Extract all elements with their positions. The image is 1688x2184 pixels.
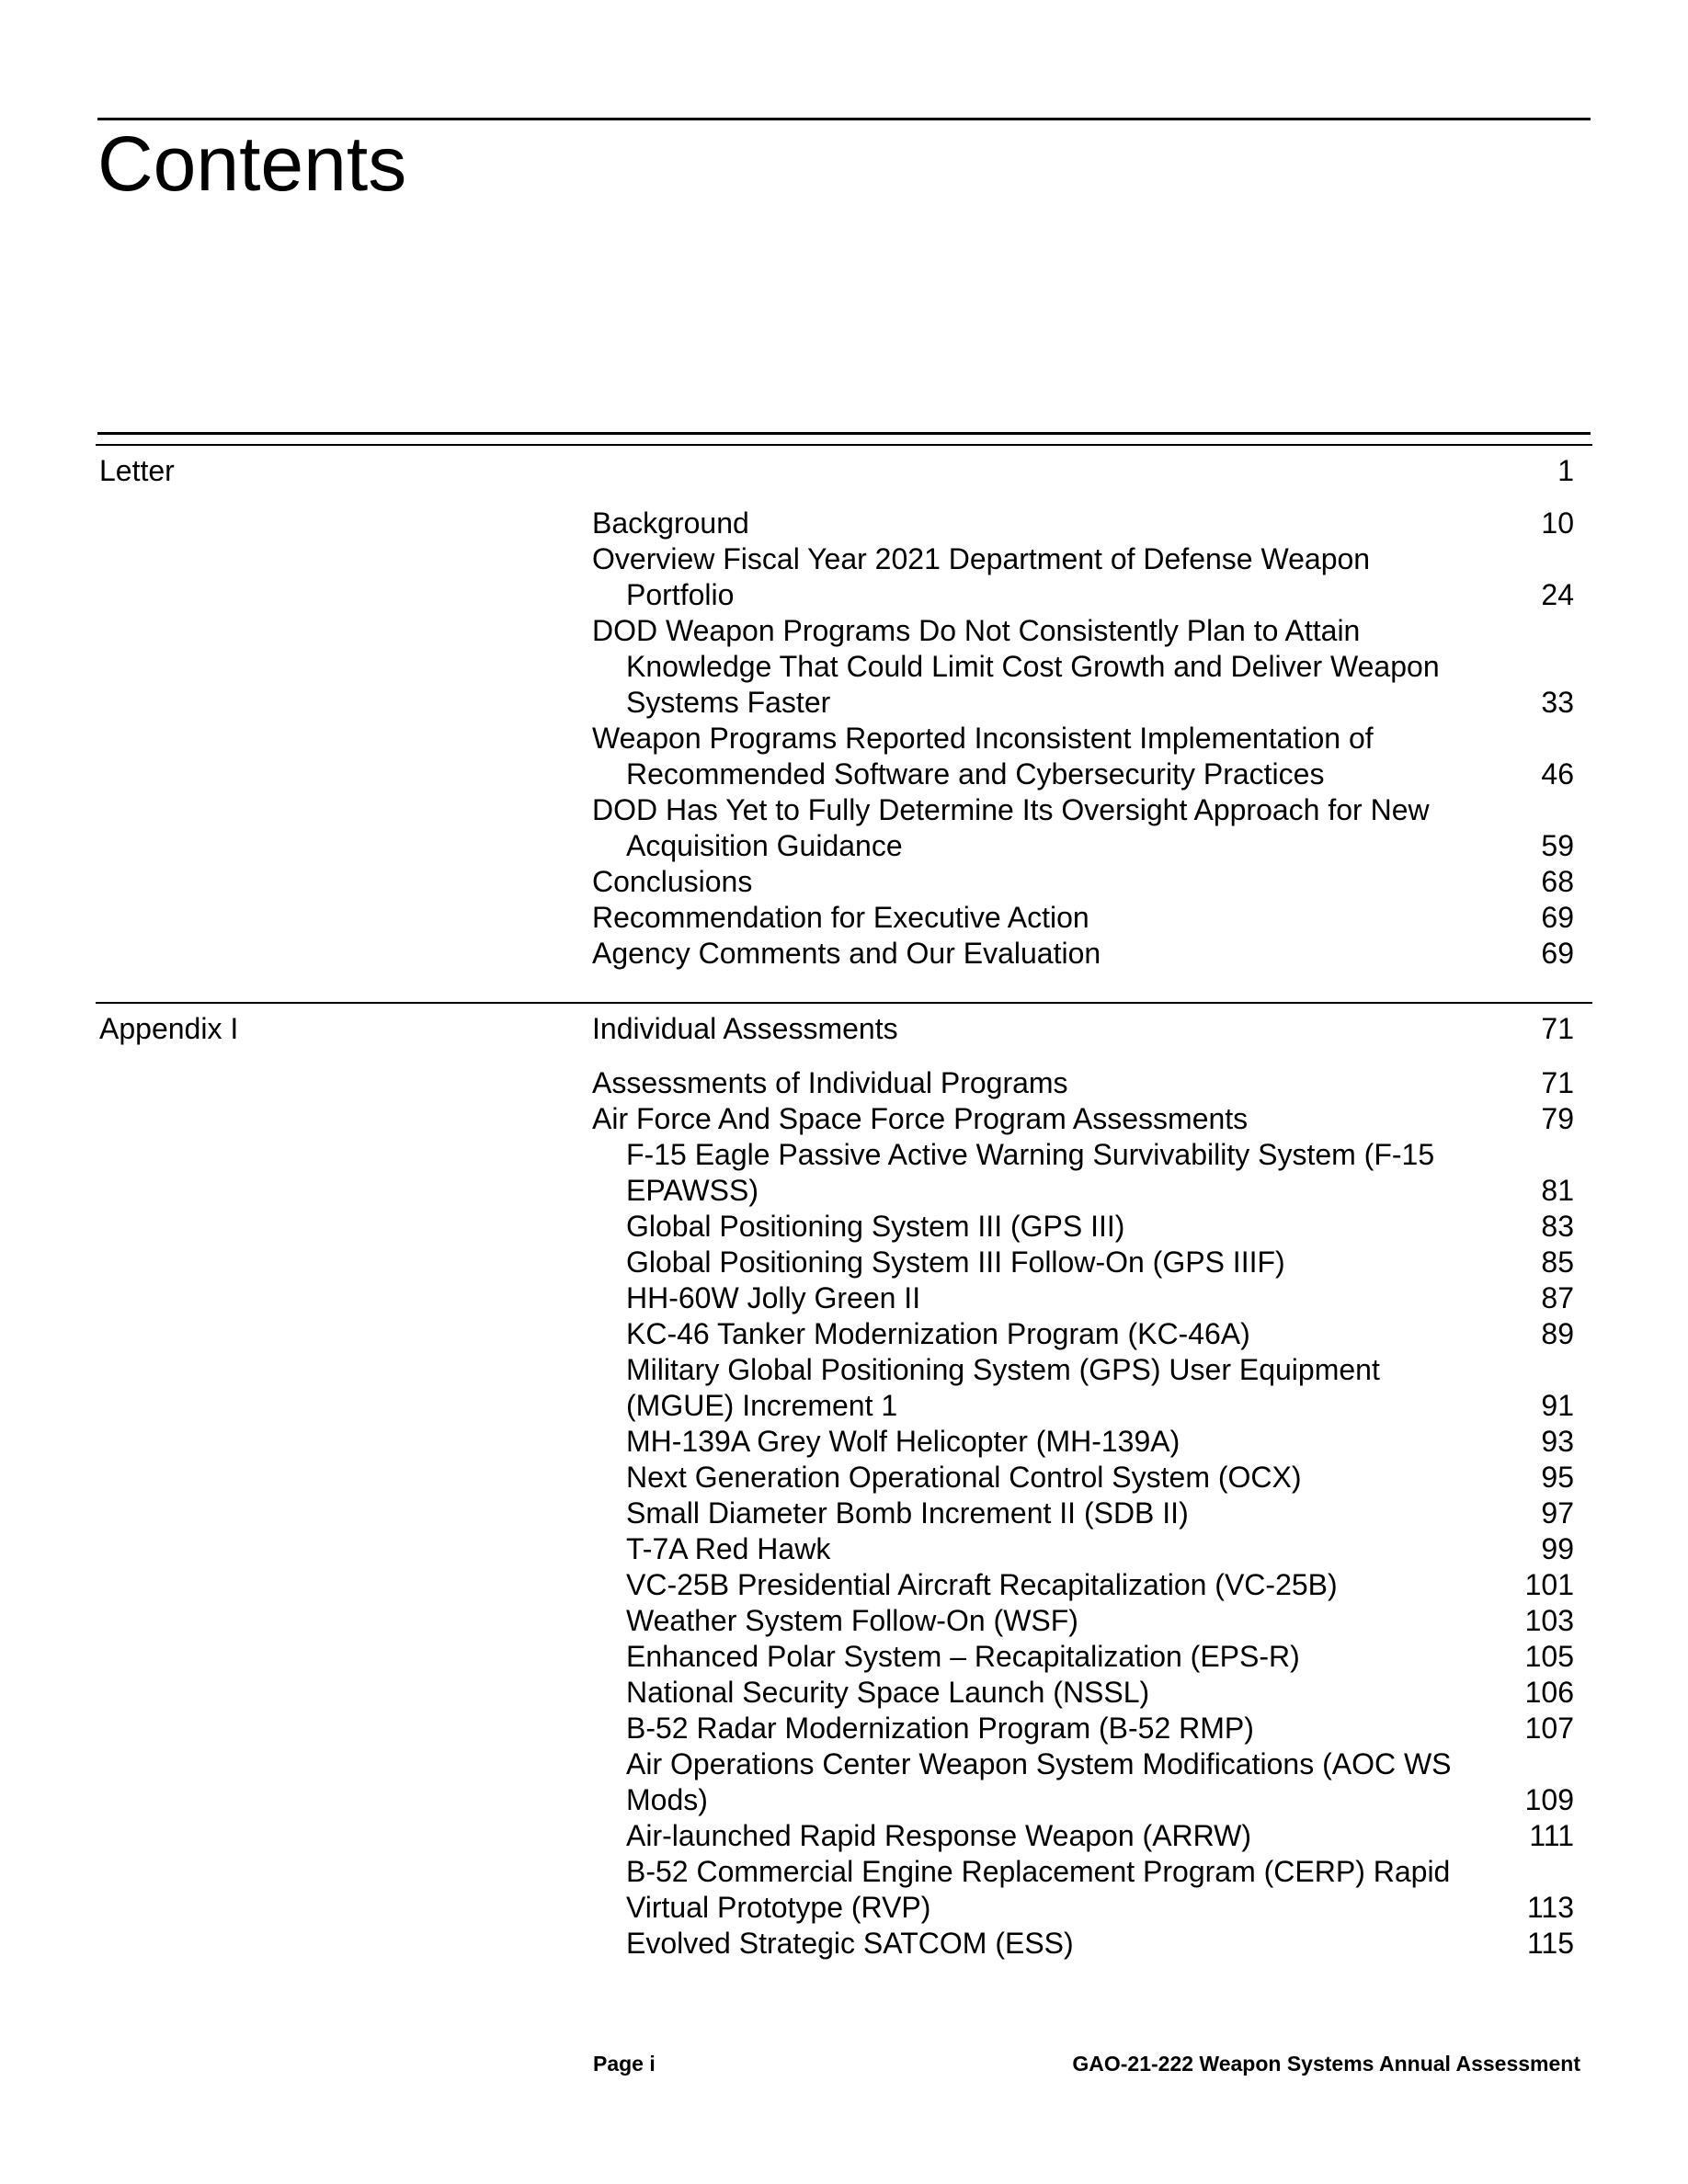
toc-entry[interactable] (592, 1137, 1574, 1173)
toc-entry-page: 97 (1541, 1496, 1574, 1530)
toc-entry[interactable] (592, 1209, 1574, 1245)
toc-entry[interactable] (592, 1890, 1574, 1926)
toc-entry[interactable] (592, 1711, 1574, 1746)
footer-page-number: Page i (593, 2052, 656, 2076)
toc-entry[interactable] (592, 1496, 1574, 1531)
toc-entry-page: 33 (1541, 686, 1574, 719)
toc-entry-title: Conclusions (592, 865, 753, 898)
toc-entry-title: Portfolio (626, 578, 735, 611)
toc-entry-title: Knowledge That Could Limit Cost Growth and Deliver Weapon (626, 650, 1440, 683)
toc-entry[interactable] (592, 792, 1574, 828)
toc-entry-title: Virtual Prototype (RVP) (626, 1891, 931, 1924)
toc-entry-page: 59 (1541, 829, 1574, 862)
toc-entry-title: Air Force And Space Force Program Assessments (592, 1102, 1249, 1135)
toc-entry[interactable] (592, 649, 1574, 685)
toc-entry-title: Military Global Positioning System (GPS) User Equipment (626, 1353, 1380, 1386)
toc-entry-page: 101 (1524, 1568, 1574, 1601)
toc-entry-page: 115 (1526, 1927, 1574, 1960)
toc-entry[interactable] (592, 721, 1574, 756)
toc-entry-title: Evolved Strategic SATCOM (ESS) (626, 1927, 1074, 1960)
toc-entry[interactable] (592, 900, 1574, 936)
toc-entry-title: Recommended Software and Cybersecurity Practices (626, 757, 1325, 791)
toc-entry-title: DOD Weapon Programs Do Not Consistently Plan to Attain (592, 614, 1361, 647)
toc-entry-page: 71 (1541, 1066, 1574, 1099)
appendix-heading-page: 71 (1541, 1012, 1574, 1045)
footer-report-title: GAO-21-222 Weapon Systems Annual Assessment (1072, 2052, 1580, 2076)
toc-rule-thin (96, 444, 1592, 446)
toc-entry[interactable] (592, 828, 1574, 864)
toc-rule-thick (97, 432, 1591, 435)
toc-entry-page: 113 (1526, 1891, 1574, 1924)
toc-entry[interactable] (592, 756, 1574, 792)
toc-entry[interactable] (592, 1818, 1574, 1854)
letter-entries (592, 506, 1574, 972)
toc-entry-page: 10 (1541, 506, 1574, 540)
toc-entry-page: 89 (1541, 1317, 1574, 1350)
toc-entry[interactable] (592, 1675, 1574, 1711)
page-title: Contents (97, 120, 407, 207)
letter-label: Letter (99, 454, 175, 487)
toc-entry-title: DOD Has Yet to Fully Determine Its Oversight Approach for New (592, 793, 1430, 826)
toc-entry-title: Weather System Follow-On (WSF) (626, 1604, 1078, 1637)
toc-entry[interactable] (592, 1782, 1574, 1818)
toc-entry-title: Air Operations Center Weapon System Modifications (AOC WS (626, 1747, 1452, 1780)
toc-entry-page: 91 (1541, 1389, 1574, 1422)
toc-entry-title: Background (592, 506, 749, 540)
toc-entry-title: HH-60W Jolly Green II (626, 1281, 921, 1314)
toc-entry-page: 109 (1524, 1783, 1574, 1816)
appendix-heading: Individual Assessments (592, 1012, 898, 1045)
toc-entry-page: 68 (1541, 865, 1574, 898)
appendix-rule (96, 1002, 1592, 1004)
toc-entry[interactable] (592, 1352, 1574, 1388)
toc-entry[interactable] (592, 685, 1574, 721)
toc-entry[interactable] (592, 506, 1574, 541)
toc-entry-title: Enhanced Polar System – Recapitalization (EPS-R) (626, 1640, 1300, 1673)
toc-entry-title: KC-46 Tanker Modernization Program (KC-46A) (626, 1317, 1250, 1350)
toc-entry[interactable] (592, 1603, 1574, 1639)
toc-entry[interactable] (592, 864, 1574, 900)
toc-entry-title: (MGUE) Increment 1 (626, 1389, 898, 1422)
toc-entry-page: 46 (1541, 757, 1574, 791)
toc-entry[interactable] (592, 1011, 1574, 1047)
toc-entry-title: Recommendation for Executive Action (592, 901, 1089, 934)
toc-entry-page: 69 (1541, 901, 1574, 934)
toc-entry-page: 83 (1541, 1210, 1574, 1243)
toc-entry[interactable] (592, 1065, 1574, 1101)
toc-entry-title: Global Positioning System III Follow-On (GPS IIIF) (626, 1246, 1285, 1279)
toc-entry[interactable] (592, 1424, 1574, 1460)
toc-entry-title: Next Generation Operational Control System (OCX) (626, 1461, 1302, 1494)
toc-entry-title: Overview Fiscal Year 2021 Department of Defense Weapon (592, 542, 1371, 575)
toc-entry[interactable] (592, 541, 1574, 577)
toc-entry-page: 24 (1541, 578, 1574, 611)
toc-entry-page: 69 (1541, 937, 1574, 970)
toc-entry[interactable] (592, 1854, 1574, 1890)
toc-entry[interactable] (592, 1926, 1574, 1962)
toc-entry[interactable] (592, 1639, 1574, 1675)
appendix-heading-row (592, 1011, 1574, 1047)
toc-entry[interactable] (592, 577, 1574, 613)
toc-entry-page: 87 (1541, 1281, 1574, 1314)
toc-entry-page: 79 (1541, 1102, 1574, 1135)
toc-entry[interactable] (592, 1460, 1574, 1496)
toc-entry[interactable] (592, 1101, 1574, 1137)
toc-entry[interactable] (592, 936, 1574, 972)
toc-entry-page: 99 (1541, 1532, 1574, 1565)
toc-entry-title: Global Positioning System III (GPS III) (626, 1210, 1125, 1243)
toc-entry-page: 111 (1529, 1819, 1574, 1852)
toc-entry-title: Assessments of Individual Programs (592, 1066, 1068, 1099)
toc-entry-page: 106 (1524, 1676, 1574, 1709)
toc-entry-title: Small Diameter Bomb Increment II (SDB II) (626, 1496, 1189, 1530)
toc-entry[interactable] (592, 613, 1574, 649)
toc-entry-title: EPAWSS) (626, 1174, 759, 1207)
toc-entry[interactable] (592, 1316, 1574, 1352)
appendix-entries (592, 1065, 1574, 1962)
toc-entry-title: F-15 Eagle Passive Active Warning Survivability System (F-15 (626, 1138, 1435, 1171)
toc-entry[interactable] (592, 1567, 1574, 1603)
appendix-label: Appendix I (99, 1012, 239, 1045)
toc-entry-title: MH-139A Grey Wolf Helicopter (MH-139A) (626, 1425, 1180, 1458)
toc-entry-page: 81 (1541, 1174, 1574, 1207)
toc-entry[interactable] (592, 1531, 1574, 1567)
toc-entry[interactable] (592, 1173, 1574, 1209)
toc-entry[interactable] (592, 1280, 1574, 1316)
toc-entry-title: B-52 Radar Modernization Program (B-52 RMP) (626, 1712, 1254, 1745)
toc-entry-title: Agency Comments and Our Evaluation (592, 937, 1101, 970)
toc-entry-title: T-7A Red Hawk (626, 1532, 831, 1565)
toc-entry-title: Weapon Programs Reported Inconsistent Implementation of (592, 722, 1374, 755)
toc-entry-title: Air-launched Rapid Response Weapon (ARRW) (626, 1819, 1252, 1852)
toc-entry-page: 85 (1541, 1246, 1574, 1279)
toc-entry-title: Acquisition Guidance (626, 829, 903, 862)
toc-entry-page: 95 (1541, 1461, 1574, 1494)
toc-entry-page: 93 (1541, 1425, 1574, 1458)
toc-entry-title: B-52 Commercial Engine Replacement Program (CERP) Rapid (626, 1855, 1451, 1888)
toc-entry-title: National Security Space Launch (NSSL) (626, 1676, 1150, 1709)
letter-page: 1 (1557, 454, 1574, 487)
toc-entry-title: VC-25B Presidential Aircraft Recapitalization (VC-25B) (626, 1568, 1338, 1601)
toc-entry-page: 107 (1524, 1712, 1574, 1745)
toc-entry-title: Systems Faster (626, 686, 831, 719)
toc-entry[interactable] (592, 1245, 1574, 1280)
toc-entry-title: Mods) (626, 1783, 708, 1816)
toc-entry-page: 103 (1524, 1604, 1574, 1637)
toc-entry[interactable] (592, 1388, 1574, 1424)
toc-entry-page: 105 (1524, 1640, 1574, 1673)
toc-entry[interactable] (592, 1746, 1574, 1782)
